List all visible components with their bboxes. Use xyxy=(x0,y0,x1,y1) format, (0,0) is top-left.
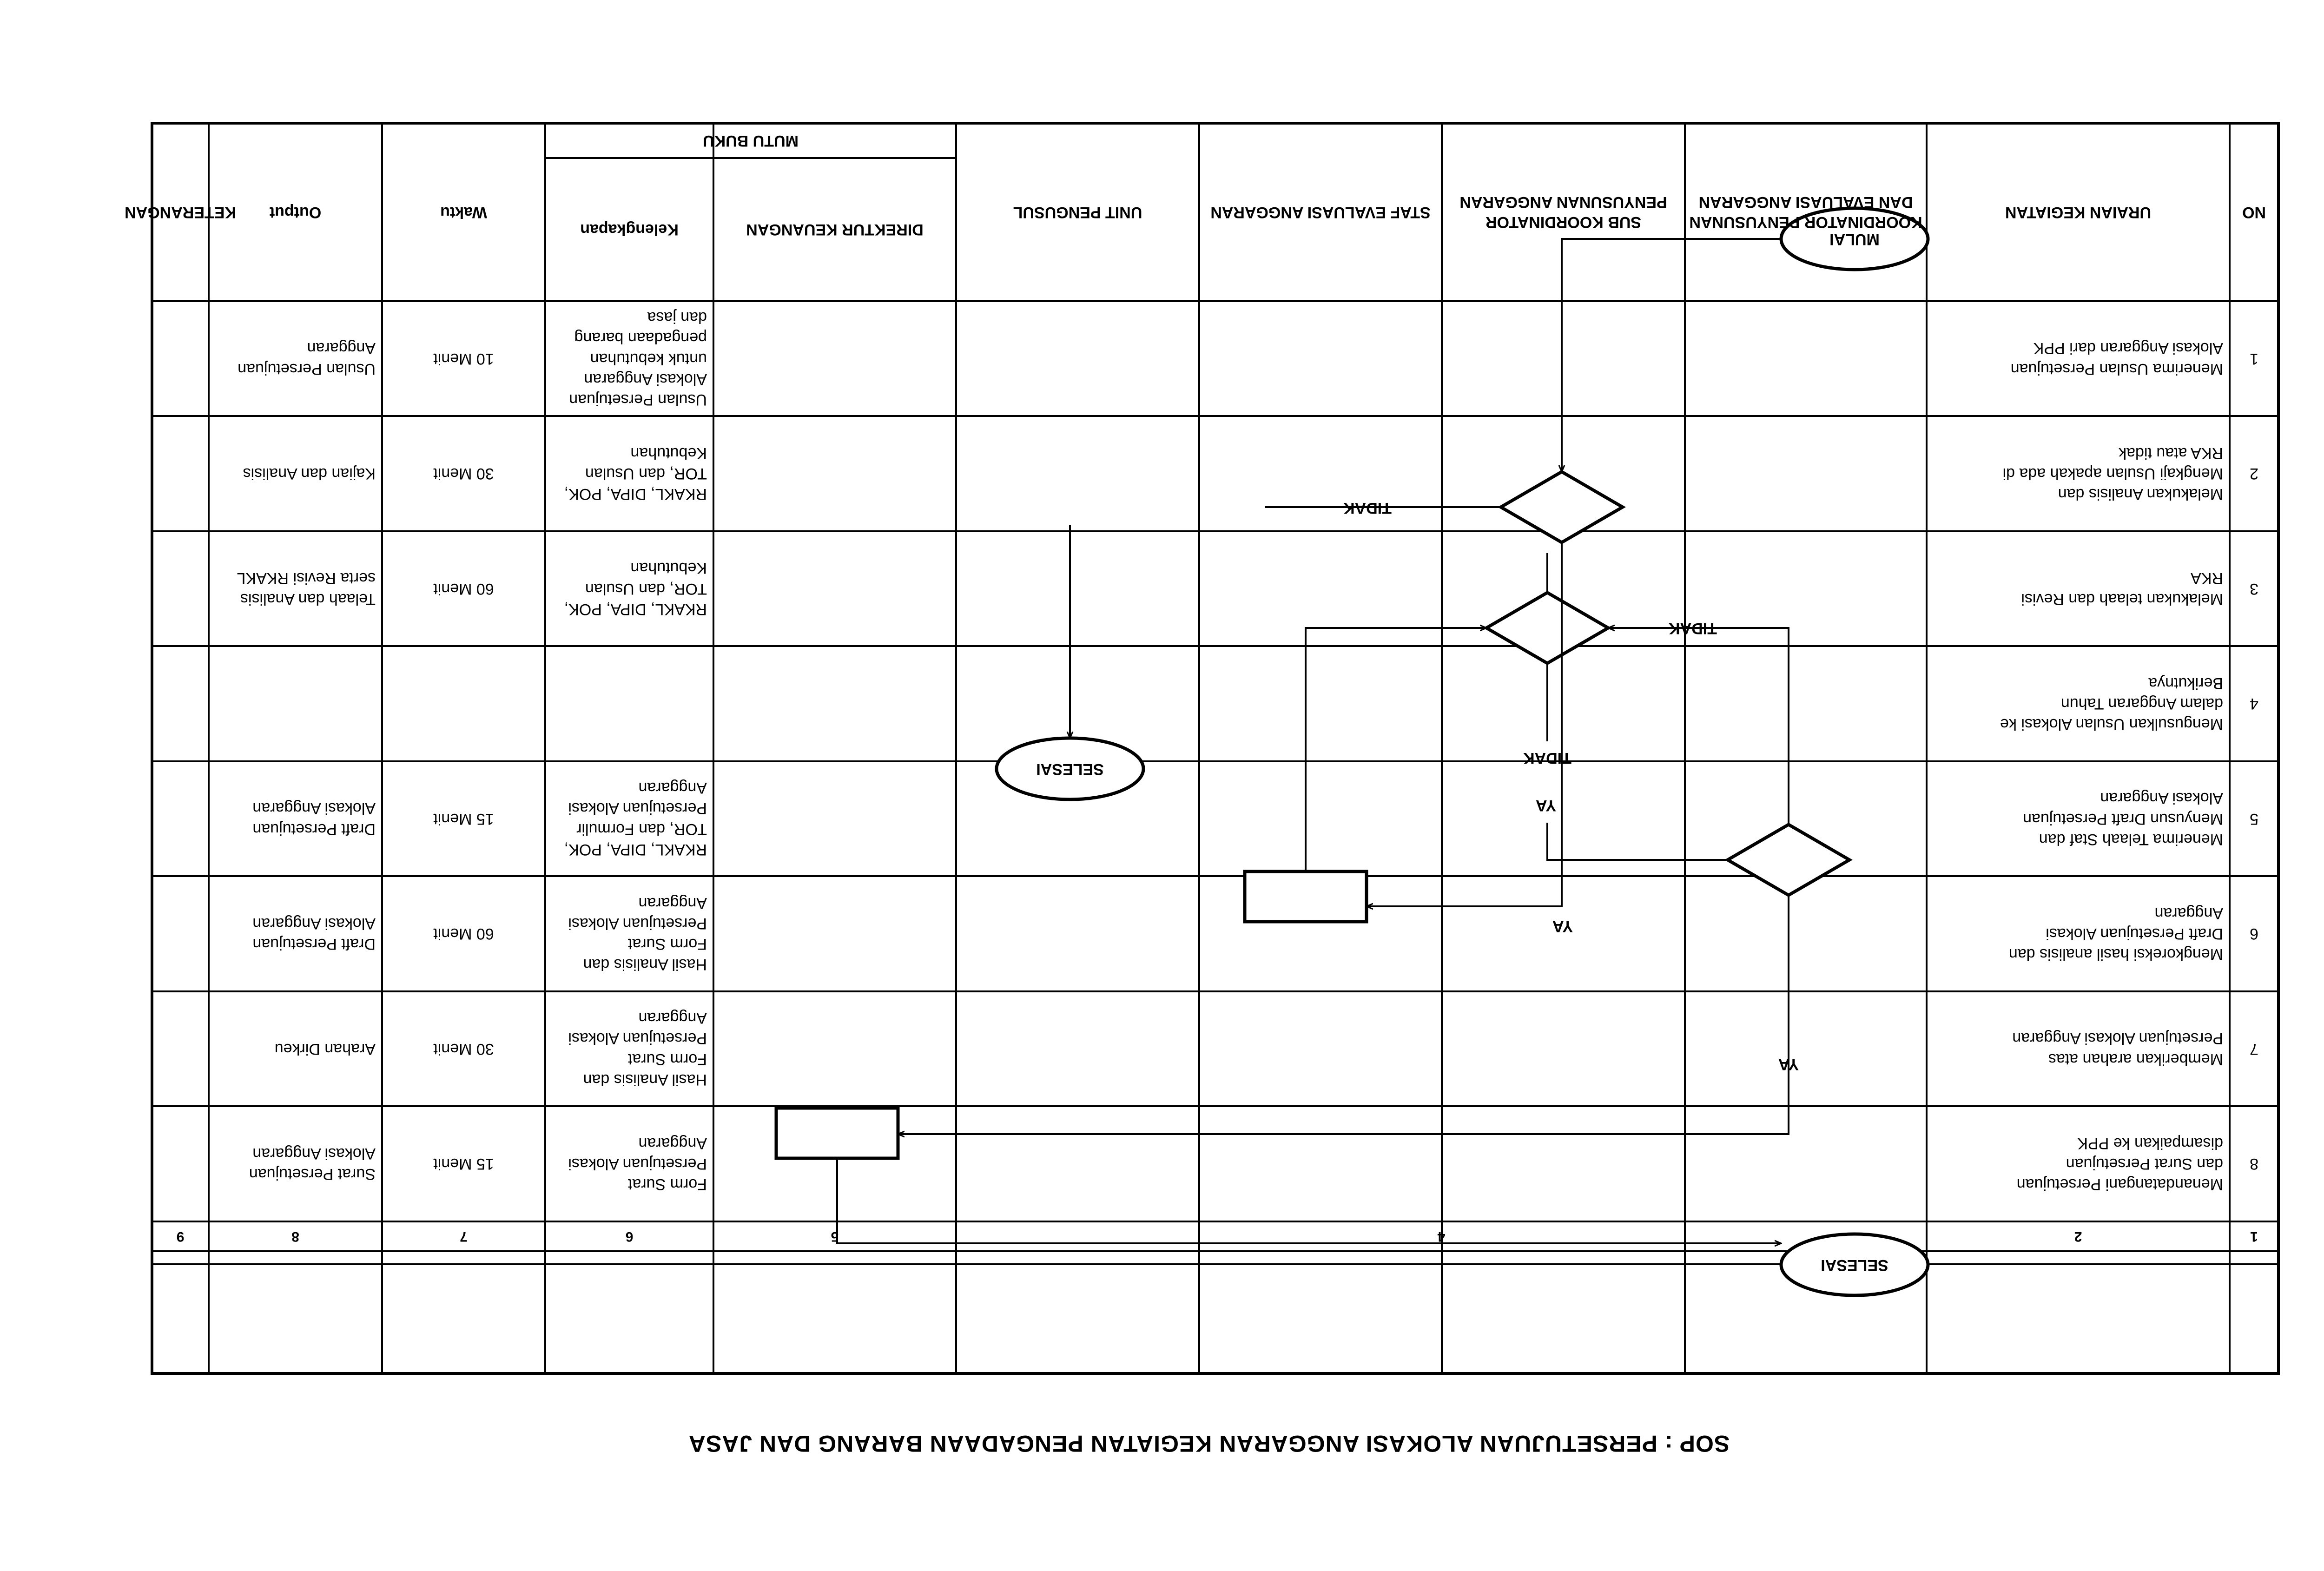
header-keterangan: KETERANGAN xyxy=(125,203,236,221)
col-number: 6 xyxy=(625,1228,634,1244)
col-number: 4 xyxy=(1437,1228,1446,1244)
row-uraian: Mengkoreksi hasil analisis dan Draft Persetujuan Alokasi Anggaran xyxy=(2008,904,2223,964)
row-waktu: 10 Menit xyxy=(433,350,494,368)
row-waktu: 30 Menit xyxy=(433,1040,494,1058)
row-output: Draft Persetujuan Alokasi Anggaran xyxy=(252,915,376,953)
row-kelengkapan: RKAKL, DIPA, POK, TOR, dan Usulan Kebutuhan xyxy=(564,559,707,618)
row-kelengkapan: RKAKL, DIPA, POK, TOR, dan Formulir Persetujuan Alokasi Anggaran xyxy=(564,779,707,858)
row-no: 7 xyxy=(2250,1040,2258,1058)
row-waktu: 60 Menit xyxy=(433,925,494,943)
row-uraian: Menandatangani Persetujuan dan Surat Persetujuan disampaikan ke PPK xyxy=(2016,1134,2223,1194)
row-output: Usulan Persetujuan Anggaran xyxy=(238,339,376,378)
header-no: NO xyxy=(2242,203,2266,221)
label-tidak-row5: TIDAK xyxy=(1669,620,1717,637)
col-number: 8 xyxy=(291,1228,299,1244)
row-kelengkapan: Hasil Analisis dan Form Surat Persetujuan Alokasi Anggaran xyxy=(568,894,707,974)
row-kelengkapan xyxy=(545,646,713,761)
row-waktu: 30 Menit xyxy=(433,465,494,483)
row-uraian: Melakukan Analisis dan Mengkaji Usulan apakah ada di RKA atau tidak xyxy=(2002,444,2223,503)
row-output: Arahan Dirkeu xyxy=(274,1040,376,1058)
row-output: Telaah dan Analisis serta Revisi RKAKL xyxy=(237,569,376,608)
row-no: 2 xyxy=(2250,465,2258,483)
row-waktu: 60 Menit xyxy=(433,580,494,598)
label-ya-row7: YA xyxy=(1778,1056,1799,1073)
row-kelengkapan: Usulan Persetujuan Alokasi Anggaran untuk kebutuhan pengadaan barang dan jasa xyxy=(569,309,707,409)
line-ya-row6 xyxy=(1547,823,1728,860)
col-number: 7 xyxy=(460,1228,468,1244)
row-no: 6 xyxy=(2250,925,2258,943)
header-kelengkapan: Kelengkapan xyxy=(580,221,679,239)
header-direktur: DIREKTUR KEUANGAN xyxy=(746,221,924,239)
row-waktu: 15 Menit xyxy=(433,810,494,828)
label-tidak-row4: TIDAK xyxy=(1523,749,1571,767)
header-mutu-buku: MUTU BUKU xyxy=(703,132,799,150)
row-uraian: Menerima Telaah Staf dan Menyusun Draft Persetujuan Alokasi Anggaran xyxy=(2023,789,2223,848)
process-row7 xyxy=(776,1108,898,1158)
arrow-tidak-row5 xyxy=(1608,628,1789,825)
arrow-ya-to-process3 xyxy=(1367,542,1562,906)
row-no: 3 xyxy=(2250,580,2258,598)
header-waktu: Waktu xyxy=(440,203,487,221)
label-mulai: MULAI xyxy=(1829,231,1880,248)
row-no: 1 xyxy=(2250,350,2258,368)
header-koordinator: KOORDINATOR PENYUSUNAN DAN EVALUASI ANGGARAN xyxy=(1689,193,1922,231)
header-unit: UNIT PENGUSUL xyxy=(1013,203,1142,221)
decision-row6 xyxy=(1728,825,1849,895)
row-output: Kajian dan Analisis xyxy=(243,465,376,483)
label-selesai-unit: SELESAI xyxy=(1036,760,1104,778)
row-output: Draft Persetujuan Alokasi Anggaran xyxy=(252,799,376,838)
decision-row5 xyxy=(1486,593,1608,663)
row-output: Surat Persetujuan Alokasi Anggaran xyxy=(249,1145,376,1183)
row-output xyxy=(209,646,382,761)
process-row3 xyxy=(1245,871,1367,922)
row-no: 4 xyxy=(2250,695,2258,713)
row-uraian: Memberikan arahan atas Persetujuan Alokasi Anggaran xyxy=(2012,1030,2223,1068)
row-no: 5 xyxy=(2250,810,2258,828)
col-number: 1 xyxy=(2250,1228,2258,1244)
row-waktu xyxy=(382,646,545,761)
label-ya-row6: YA xyxy=(1535,797,1557,814)
page-title: SOP : PERSETUJUAN ALOKASI ANGGARAN KEGIATAN PENGADAAN BARANG DAN JASA xyxy=(688,1431,1730,1457)
label-ya-row3: YA xyxy=(1552,918,1573,935)
row-kelengkapan: RKAKL, DIPA, POK, TOR, dan Usulan Kebutuhan xyxy=(564,444,707,503)
row-waktu: 15 Menit xyxy=(433,1155,494,1173)
row-kelengkapan: Hasil Analisis dan Form Surat Persetujuan Alokasi Anggaran xyxy=(568,1009,707,1089)
label-selesai-koordinator: SELESAI xyxy=(1821,1256,1888,1274)
col-number: 9 xyxy=(176,1228,185,1244)
arrow-ya-to-process7 xyxy=(898,895,1789,1134)
col-number: 2 xyxy=(2074,1228,2082,1244)
header-output: Output xyxy=(269,203,322,221)
header-subkoordinator: SUB KOORDINATOR PENYUSUNAN ANGGARAN xyxy=(1459,193,1667,231)
row-kelengkapan: Form Surat Persetujuan Alokasi Anggaran xyxy=(568,1134,707,1194)
col-number: 5 xyxy=(831,1228,839,1244)
row-uraian: Mengusulkan Usulan Alokasi ke dalam Anggaran Tahun Berikutnya xyxy=(2000,674,2223,733)
row-uraian: Melakukan telaah dan Revisi RKA xyxy=(2021,569,2223,608)
label-tidak-row2: TIDAK xyxy=(1343,499,1392,517)
header-staf: STAF EVALUASI ANGGARAN xyxy=(1210,203,1431,221)
row-uraian: Menerima Usulan Persetujuan Alokasi Anggaran dari PPK xyxy=(2010,339,2223,378)
header-uraian: URAIAN KEGIATAN xyxy=(2005,203,2152,221)
arrow-process3-to-decision5 xyxy=(1306,628,1486,871)
row-no: 8 xyxy=(2250,1155,2258,1173)
